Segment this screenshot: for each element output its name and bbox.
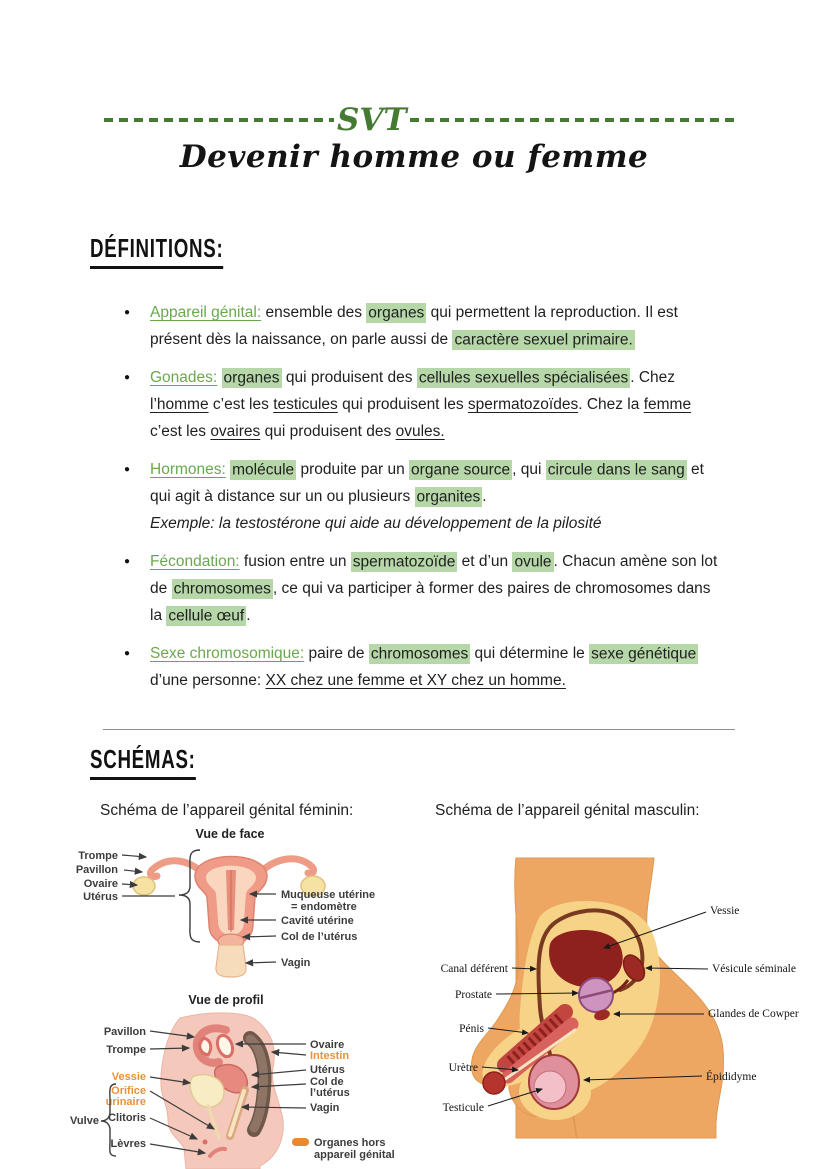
header-rule (104, 101, 734, 139)
definitions-list (122, 299, 722, 705)
legend-swatch (292, 1138, 309, 1146)
label-testicule: Testicule (442, 1102, 484, 1114)
label-col-uterus: Col de l’utérus (281, 931, 358, 943)
pavillon-profile (200, 1038, 211, 1055)
definition-item: ● Appareil génital: ensemble des organes qui permettent la reproduction. Il est présent dès la naissance, on parle aussi de caractère sexuel primaire. (122, 299, 722, 353)
label-prostate: Prostate (454, 989, 492, 1001)
label-levres: Lèvres (110, 1138, 146, 1150)
label-orifice: Orifice (111, 1085, 146, 1097)
label-col-line1: Col de (310, 1076, 344, 1088)
male-diagram (420, 840, 828, 1140)
vagina (216, 945, 246, 977)
gland (483, 1072, 505, 1094)
male-illustration (471, 858, 723, 1138)
section-divider (103, 729, 735, 730)
label-vagin: Vagin (281, 957, 311, 969)
course-tag: SVT (337, 102, 407, 138)
clitoris-dot (203, 1140, 208, 1145)
definitions-heading: DÉFINITIONS: (90, 233, 223, 269)
legend-line2: appareil génital (314, 1149, 395, 1161)
label-urinaire: urinaire (105, 1096, 146, 1108)
label-cavite: Cavité utérine (281, 915, 354, 927)
label-vessie-male: Vessie (710, 905, 740, 917)
schemas-heading: SCHÉMAS: (90, 744, 196, 780)
testicle (534, 1071, 566, 1103)
label-uretre: Urètre (448, 1062, 478, 1074)
label-ovaire-profile: Ovaire (310, 1039, 345, 1051)
label-vagin-profile: Vagin (310, 1102, 340, 1114)
definition-item: ● Sexe chromosomique: paire de chromosomes qui détermine le sexe génétique d’une personne: XX chez une femme et XY chez un homme. (122, 640, 722, 694)
male-diagram-caption: Schéma de l’appareil génital masculin: (435, 802, 700, 819)
profile-illustration (161, 1013, 283, 1169)
label-penis: Pénis (459, 1023, 484, 1035)
label-glandes-cowper: Glandes de Cowper (708, 1008, 799, 1020)
female-profile-view-diagram (58, 988, 406, 1169)
definition-item: ● Fécondation: fusion entre un spermatozoïde et d’un ovule . Chacun amène son lot de chromosomes , ce qui va participer à former des paires de chromosomes dans la cellule œuf . (122, 548, 722, 629)
front-view-title: Vue de face (195, 827, 265, 841)
legend-line1: Organes hors (314, 1137, 386, 1149)
label-uterus: Utérus (83, 891, 118, 903)
label-clitoris: Clitoris (108, 1112, 146, 1124)
label-vesicule-seminale: Vésicule séminale (712, 963, 796, 975)
dashed-line-right (410, 118, 734, 122)
definition-item: ● Gonades: organes qui produisent des cellules sexuelles spécialisées . Chez l’homme c’est les testicules qui produisent les spermatozoïdes. Chez la femme c’est les ovaires qui produisent des ovules. (122, 364, 722, 445)
label-epididyme: Épididyme (706, 1071, 757, 1083)
page-title: Devenir homme ou femme (179, 139, 649, 175)
ovary-left (133, 877, 155, 895)
label-canal-deferent: Canal déférent (440, 963, 508, 975)
label-trompe-profile: Trompe (106, 1044, 146, 1056)
label-vessie: Vessie (111, 1071, 146, 1083)
label-pavillon-profile: Pavillon (103, 1026, 146, 1038)
label-intestin: Intestin (310, 1050, 350, 1062)
profile-view-title: Vue de profil (188, 993, 264, 1007)
dashed-line-left (104, 118, 334, 122)
label-muqueuse: Muqueuse utérine (281, 889, 376, 901)
label-trompe: Trompe (78, 850, 118, 862)
label-endometre: = endomètre (291, 901, 357, 913)
label-pavillon: Pavillon (75, 864, 118, 876)
label-ovaire: Ovaire (83, 878, 118, 890)
definition-item: ● Hormones: molécule produite par un organe source , qui circule dans le sang et qui agit à distance sur un ou plusieurs organites . Exemple: la testostérone qui aide au développement de la pilosité (122, 456, 722, 537)
female-front-view-diagram (60, 824, 400, 986)
label-vulve: Vulve (70, 1115, 99, 1127)
label-uterus-profile: Utérus (310, 1064, 345, 1076)
label-col-line2: l’utérus (310, 1087, 350, 1099)
female-diagram-caption: Schéma de l’appareil génital féminin: (100, 802, 354, 819)
